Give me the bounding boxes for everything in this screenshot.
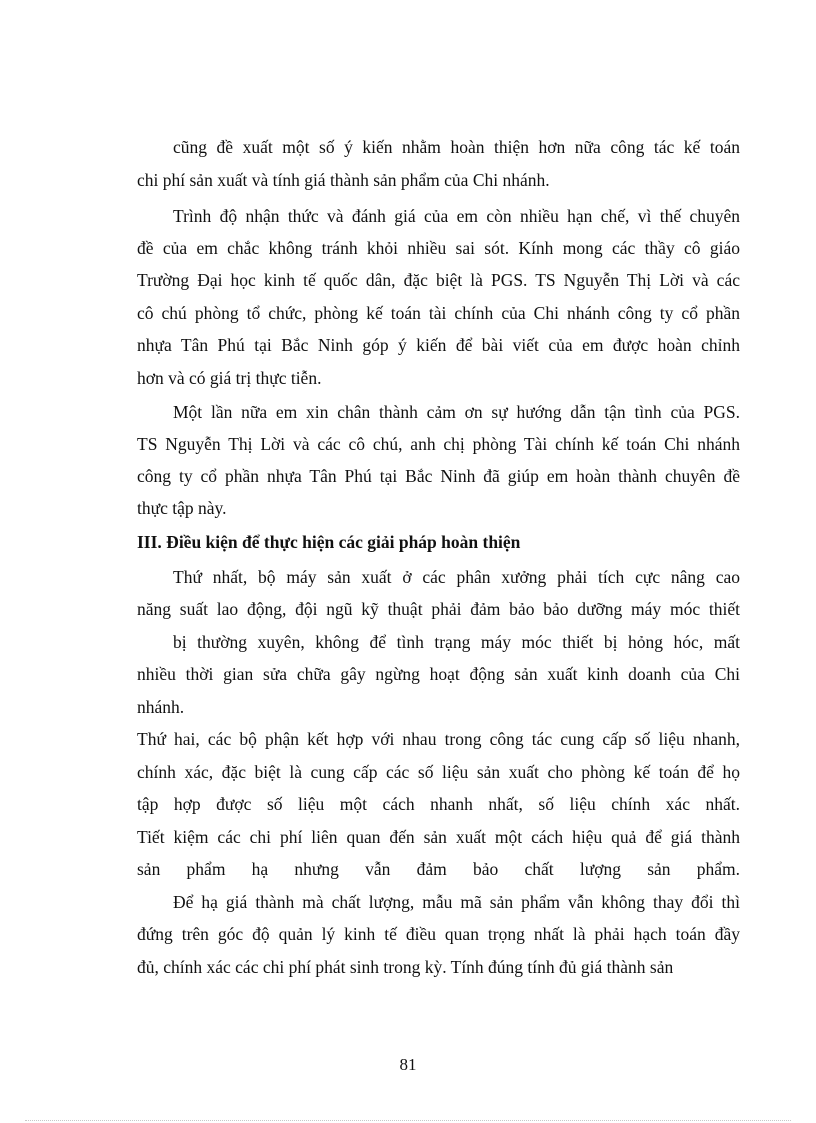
- text-line: nhựa Tân Phú tại Bắc Ninh góp ý kiến để bài viết của em được hoàn chỉnh: [137, 335, 740, 355]
- text-line: đứng trên góc độ quản lý kinh tế điều quan trọng nhất là phải hạch toán đầy: [137, 924, 740, 944]
- text-line: đủ, chính xác các chi phí phát sinh trong kỳ. Tính đúng tính đủ giá thành sản: [137, 957, 674, 977]
- text-line: năng suất lao động, đội ngũ kỹ thuật phải đảm bảo bảo dưỡng máy móc thiết: [137, 599, 740, 619]
- text-line: nhánh.: [137, 697, 185, 717]
- text-line: Tiết kiệm các chi phí liên quan đến sản xuất một cách hiệu quả để giá thành: [137, 827, 740, 847]
- text-line: Một lần nữa em xin chân thành cảm ơn sự hướng dẫn tận tình của PGS.: [173, 402, 740, 422]
- text-line: Thứ nhất, bộ máy sản xuất ở các phân xưởng phải tích cực nâng cao: [173, 567, 740, 587]
- text-line: chính xác, đặc biệt là cung cấp các số liệu sản xuất cho phòng kế toán để họ: [137, 762, 740, 782]
- text-line: nhiều thời gian sửa chữa gây ngừng hoạt động sản xuất kinh doanh của Chi: [137, 664, 740, 684]
- text-line: thực tập này.: [137, 498, 227, 518]
- text-line: TS Nguyễn Thị Lời và các cô chú, anh chị phòng Tài chính kế toán Chi nhánh: [137, 434, 740, 454]
- text-line: công ty cổ phần nhựa Tân Phú tại Bắc Ninh đã giúp em hoàn thành chuyên đề: [137, 466, 740, 486]
- text-line: Để hạ giá thành mà chất lượng, mẫu mã sản phẩm vẫn không thay đổi thì: [173, 892, 740, 912]
- text-line: Trình độ nhận thức và đánh giá của em còn nhiều hạn chế, vì thế chuyên: [173, 206, 740, 226]
- text-line: cũng đề xuất một số ý kiến nhằm hoàn thiện hơn nữa công tác kế toán: [173, 137, 740, 157]
- text-line: chi phí sản xuất và tính giá thành sản phẩm của Chi nhánh.: [137, 170, 550, 190]
- text-line: Trường Đại học kinh tế quốc dân, đặc biệt là PGS. TS Nguyễn Thị Lời và các: [137, 270, 740, 290]
- footer-divider: [25, 1120, 791, 1121]
- text-line: hơn và có giá trị thực tiễn.: [137, 368, 322, 388]
- text-line: sản phẩm hạ nhưng vẫn đảm bảo chất lượng sản phẩm.: [137, 859, 740, 879]
- text-line: Thứ hai, các bộ phận kết hợp với nhau trong công tác cung cấp số liệu nhanh,: [137, 729, 740, 749]
- text-line: cô chú phòng tổ chức, phòng kế toán tài chính của Chi nhánh công ty cổ phần: [137, 303, 740, 323]
- text-line: đề của em chắc không tránh khỏi nhiều sai sót. Kính mong các thầy cô giáo: [137, 238, 740, 258]
- section-heading: III. Điều kiện để thực hiện các giải pháp hoàn thiện: [137, 532, 521, 552]
- text-line: bị thường xuyên, không để tình trạng máy móc thiết bị hỏng hóc, mất: [173, 632, 740, 652]
- text-line: tập hợp được số liệu một cách nhanh nhất, số liệu chính xác nhất.: [137, 794, 740, 814]
- page-number: 81: [399, 1055, 417, 1074]
